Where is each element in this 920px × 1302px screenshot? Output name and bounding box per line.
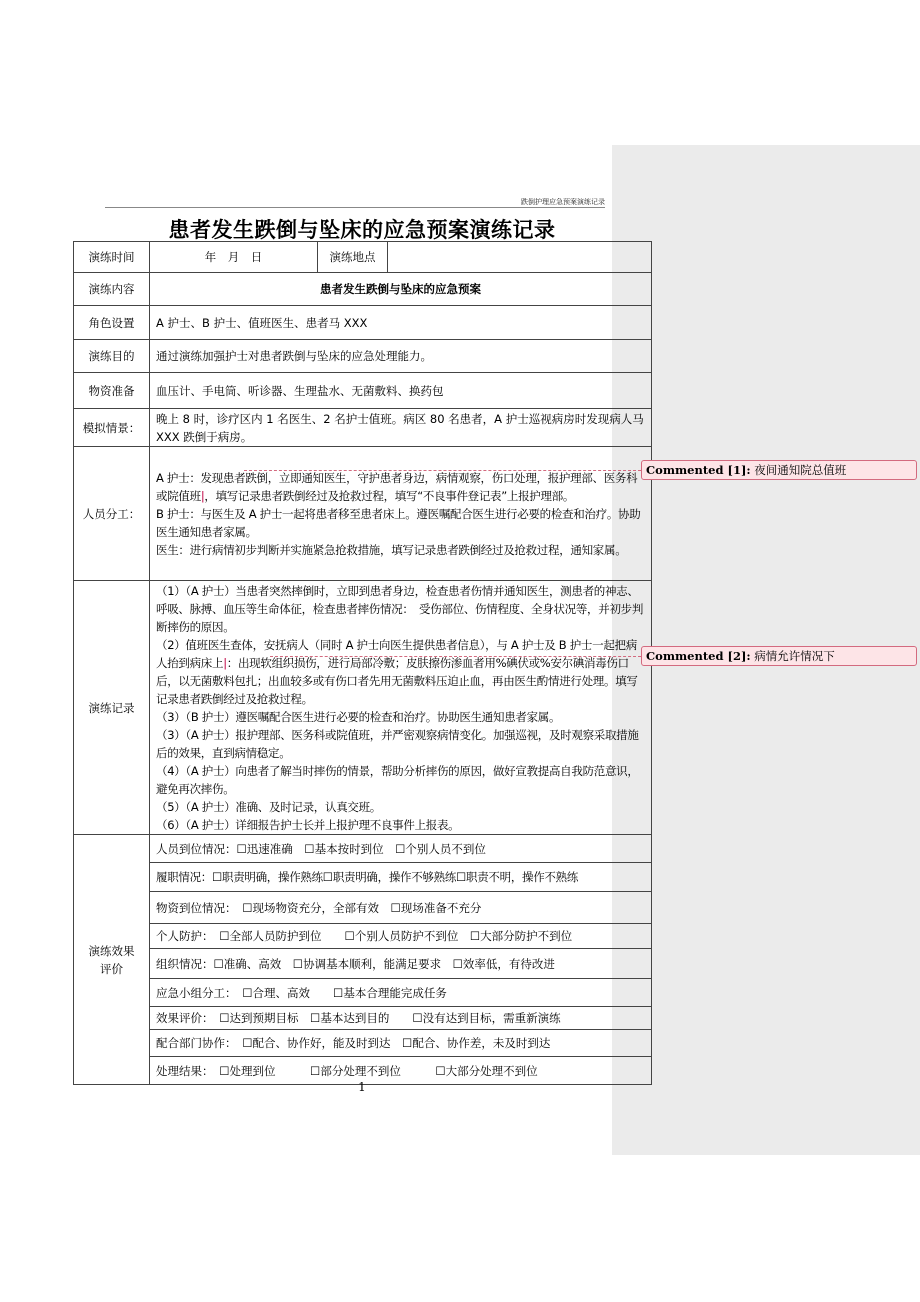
row-purpose (74, 340, 652, 373)
value-purpose: 通过演练加强护士对患者跌倒与坠床的应急处理能力。 (150, 340, 652, 373)
drill-record-table (73, 241, 652, 1085)
record-step-2 (156, 636, 645, 708)
row-division (74, 447, 652, 581)
comment-anchor-1[interactable]: | (200, 488, 205, 503)
eval-materials-arrival[interactable]: 物资到位情况： ☐现场物资充分，全部有效 ☐现场准备不充分 (150, 892, 652, 924)
label-division: 人员分工： (74, 447, 150, 581)
comment-balloon-1[interactable] (641, 460, 917, 480)
eval-staff-arrival[interactable]: 人员到位情况：☐迅速准确 ☐基本按时到位 ☐个别人员不到位 (150, 835, 652, 863)
record-step-6: （5）（A 护士）准确、及时记录，认真交班。 (156, 799, 381, 814)
row-roles (74, 306, 652, 340)
division-a-nurse-pre: A 护士：发现患者跌倒，立即通知医生，守护患者身边，病情观察，伤口处理，报护理部、医务科或院值班 (156, 470, 638, 503)
record-step-2-post: ：出现软组织损伤，进行局部冷敷；皮肤擦伤渗血者用%碘伏或%安尔碘消毒伤口后，以无菌敷料包扎；出血较多或有伤口者先用无菌敷料压迫止血，再由医生酌情进行处理。填写记录患者跌倒经过及抢救过程。 (156, 655, 638, 706)
row-eval-staff (74, 835, 652, 863)
row-eval-cooperation (74, 1030, 652, 1057)
record-step-1: （1）（A 护士）当患者突然摔倒时，立即到患者身边，检查患者伤情并通知医生，测患者的神志、呼吸、脉搏、血压等生命体征，检查患者摔伤情况： 受伤部位、伤情程度、全身状况等，并初步判断摔伤的原因。 (156, 583, 644, 634)
comment-2-author: Commented [2]: (646, 649, 751, 663)
row-eval-materials (74, 892, 652, 924)
eval-effect[interactable]: 效果评价： ☐达到预期目标 ☐基本达到目的 ☐没有达到目标，需重新演练 (150, 1007, 652, 1030)
row-materials (74, 373, 652, 409)
label-drill-place: 演练地点 (318, 242, 388, 273)
division-a-nurse (156, 469, 645, 505)
record-step-5: （4）（A 护士）向患者了解当时摔伤的情景，帮助分析摔伤的原因，做好宣教提高自我防范意识，避免再次摔伤。 (156, 763, 639, 796)
value-drill-time[interactable]: 年 月 日 (150, 242, 318, 273)
eval-handling-result[interactable]: 处理结果： ☐处理到位 ☐部分处理不到位 ☐大部分处理不到位 (150, 1057, 652, 1085)
label-drill-time: 演练时间 (74, 242, 150, 273)
value-record (150, 581, 652, 835)
eval-personal-protection[interactable]: 个人防护： ☐全部人员防护到位 ☐个别人员防护不到位 ☐大部分防护不到位 (150, 924, 652, 949)
document-title: 患者发生跌倒与坠床的应急预案演练记录 (168, 217, 556, 242)
label-drill-content: 演练内容 (74, 273, 150, 306)
division-doctor: 医生：进行病情初步判断并实施紧急抢救措施，填写记录患者跌倒经过及抢救过程，通知家属。 (156, 542, 627, 557)
header-rule (105, 207, 605, 208)
label-roles: 角色设置 (74, 306, 150, 340)
page-number: 1 (358, 1080, 366, 1094)
row-eval-effect (74, 1007, 652, 1030)
label-materials: 物资准备 (74, 373, 150, 409)
row-scenario (74, 409, 652, 447)
row-eval-organization (74, 949, 652, 979)
running-header: 跌倒护理应急预案演练记录 (521, 198, 605, 206)
comment-2-connector (270, 656, 641, 657)
value-drill-place[interactable] (388, 242, 652, 273)
row-drill-content (74, 273, 652, 306)
label-record: 演练记录 (74, 581, 150, 835)
eval-department-cooperation[interactable]: 配合部门协作： ☐配合、协作好，能及时到达 ☐配合、协作差，未及时到达 (150, 1030, 652, 1057)
row-eval-team (74, 979, 652, 1007)
comment-balloon-2[interactable] (641, 646, 917, 666)
eval-organization[interactable]: 组织情况：☐准确、高效 ☐协调基本顺利，能满足要求 ☐效率低，有待改进 (150, 949, 652, 979)
row-drill-time (74, 242, 652, 273)
record-step-7: （6）（A 护士）详细报告护士长并上报护理不良事件上报表。 (156, 817, 460, 832)
comment-1-text: 夜间通知院总值班 (754, 463, 847, 477)
eval-duty-performance[interactable]: 履职情况：☐职责明确，操作熟练☐职责明确，操作不够熟练☐职责不明，操作不熟练 (150, 863, 652, 892)
label-evaluation: 演练效果 评价 (74, 835, 150, 1085)
comment-anchor-2[interactable]: | (223, 655, 227, 670)
label-purpose: 演练目的 (74, 340, 150, 373)
value-materials: 血压计、手电筒、听诊器、生理盐水、无菌敷料、换药包 (150, 373, 652, 409)
value-scenario: 晚上 8 时，诊疗区内 1 名医生、2 名护士值班。病区 80 名患者，A 护士巡视病房时发现病人马 XXX 跌倒于病房。 (150, 409, 652, 447)
label-scenario: 模拟情景： (74, 409, 150, 447)
value-division (150, 447, 652, 581)
comment-1-connector (244, 470, 641, 471)
row-record (74, 581, 652, 835)
comment-2-text: 病情允许情况下 (754, 649, 835, 663)
eval-team-division[interactable]: 应急小组分工： ☐合理、高效 ☐基本合理能完成任务 (150, 979, 652, 1007)
division-b-nurse: B 护士：与医生及 A 护士一起将患者移至患者床上。遵医嘱配合医生进行必要的检查和治疗。协助医生通知患者家属。 (156, 506, 641, 539)
comment-1-author: Commented [1]: (646, 463, 751, 477)
row-eval-duty (74, 863, 652, 892)
division-a-nurse-post: ，填写记录患者跌倒经过及抢救过程，填写“不良事件登记表”上报护理部。 (204, 488, 575, 503)
value-roles: A 护士、B 护士、值班医生、患者马 XXX (150, 306, 652, 340)
value-drill-content: 患者发生跌倒与坠床的应急预案 (150, 273, 652, 306)
row-eval-protection (74, 924, 652, 949)
record-step-3: （3）（B 护士）遵医嘱配合医生进行必要的检查和治疗。协助医生通知患者家属。 (156, 709, 561, 724)
record-step-4: （3）（A 护士）报护理部、医务科或院值班，并严密观察病情变化。加强巡视，及时观察采取措施后的效果，直到病情稳定。 (156, 727, 639, 760)
record-step-2-pre: （2）值班医生查体，安抚病人（同时 A 护士向医生提供患者信息），与 A 护士及 B 护士一起把病人抬到病床上 (156, 637, 637, 670)
